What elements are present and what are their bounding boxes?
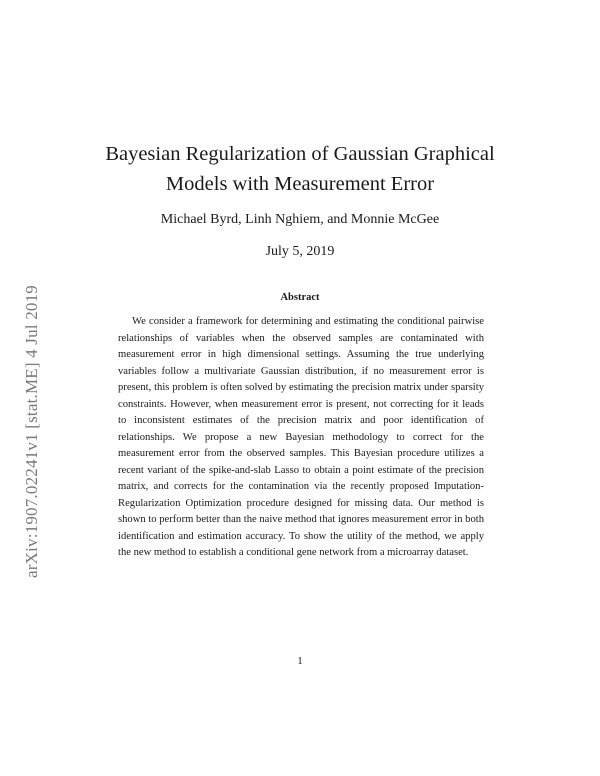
paper-title: Bayesian Regularization of Gaussian Graphical Models with Measurement Error [105,143,495,195]
publication-date: July 5, 2019 [265,244,335,259]
author-list: Michael Byrd, Linh Nghiem, and Monnie McGee [160,212,440,227]
arxiv-identifier-stamp [8,200,50,580]
arxiv-identifier-text: arXiv:1907.02241v1 [stat.ME] 4 Jul 2019 [22,285,41,578]
abstract-body: We consider a framework for determining and estimating the conditional pairwise relationships of variables when the observed samples are contaminated with measurement error in high dimensional settings. Assuming the true underlying variables follow a multivariate Gaussian distribution, if no measurement error is present, this problem is often solved by estimating the precision matrix under sparsity constraints. However, when measurement error is present, not correcting for it leads to inconsistent estimates of the precision matrix and poor identification of relationships. We propose a new Bayesian methodology to correct for the measurement error from the observed samples. This Bayesian procedure utilizes a recent variant of the spike-and-slab Lasso to obtain a point estimate of the precision matrix, and corrects for the contamination via the recently proposed Imputation-Regularization Optimization procedure designed for missing data. Our method is shown to perform better than the naive method that ignores measurement error in both identification and estimation accuracy. To show the utility of the method, we apply the new method to establish a conditional gene network from a microarray dataset. [118,316,484,558]
abstract-heading: Abstract [280,292,320,303]
page-number: 1 [297,655,303,667]
